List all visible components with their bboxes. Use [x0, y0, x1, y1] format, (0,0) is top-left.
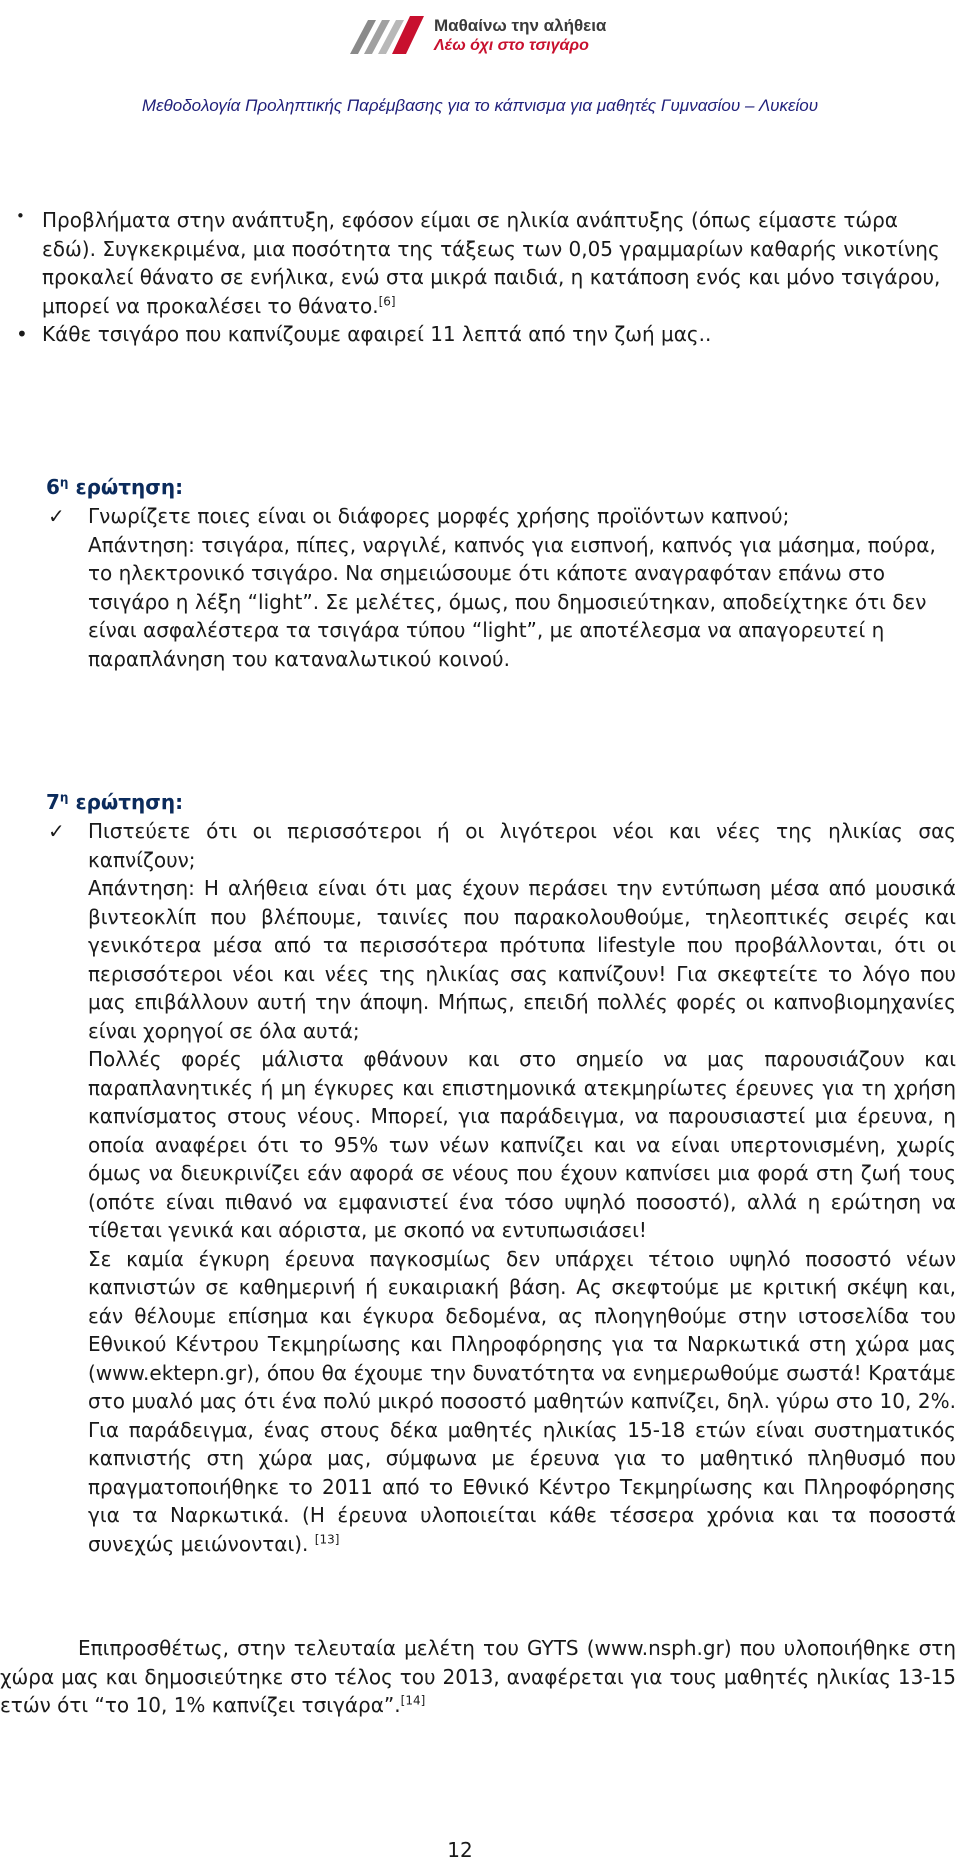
document-subtitle: Μεθοδολογία Προληπτικής Παρέμβασης για το κάπνισμα για μαθητές Γυμνασίου – Λυκείου [141, 96, 819, 115]
slanted-stripes-logo-icon [340, 12, 426, 56]
logo-line1: Μαθαίνω την αλήθεια [434, 16, 607, 35]
page-number: 12 [447, 1838, 473, 1862]
question-7-section [46, 787, 956, 1558]
reference-mark: [14] [400, 1693, 426, 1708]
logo-line2: Λέω όχι στο τσιγάρο [434, 37, 589, 54]
question-6-section [46, 472, 936, 673]
bullet-list [12, 206, 942, 349]
question-7-answer-p3: Σε καμία έγκυρη έρευνα παγκοσμίως δεν υπάρχει τέτοιο υψηλό ποσοστό νέων καπνιστών σε καθημερινή ή ευκαιριακή βάση. Ας σκεφτούμε με κριτική σκέψη και, εάν θέλουμε επίσημα και έγκυρα δεδομένα, ας πλοηγηθούμε στην ιστοσελίδα του Εθνικού Κέντρου Τεκμηρίωσης και Πληροφόρησης για τα Ναρκωτικά στη χώρα μας (www.ektepn.gr), όπου θα έχουμε την δυνατότητα να ενημερωθούμε σωστά! Κρατάμε στο μυαλό μας ότι ένα πολύ μικρό ποσοστό μαθητών καπνίζει, δηλ. γύρω στο 10, 2%. Για παράδειγμα, ένας στους δέκα μαθητές ηλικίας 15-18 ετών είναι συστηματικός καπνιστής στη χώρα μας, σύμφωνα με έρευνα για το μαθητικό πληθυσμό που πραγματοποιήθηκε το 2011 από το Εθνικό Κέντρο Τεκμηρίωσης και Πληροφόρησης για τα Ναρκωτικά. (Η έρευνα υλοποιείται κάθε τέσσερα χρόνια και τα ποσοστά συνεχώς μειώνονται). [13] [88, 1246, 956, 1556]
bullet-icon: • [16, 207, 25, 225]
closing-paragraph [0, 1634, 956, 1720]
logo-text [434, 16, 606, 56]
question-7-question: Πιστεύετε ότι οι περισσότεροι ή οι λιγότεροι νέοι και νέες της ηλικίας σας καπνίζουν; [88, 819, 956, 872]
bullet-icon: • [16, 322, 28, 346]
question-6-answer: Απάντηση: τσιγάρα, πίπες, ναργιλέ, καπνός για εισπνοή, καπνός για μάσημα, πούρα, το ηλεκτρονικό τσιγάρο. Να σημειώσουμε ότι κάποτε αναγραφόταν επάνω στο τσιγάρο η λέξη “light”. Σε μελέτες, όμως, που δημοσιεύτηκαν, αποδείχτηκε ότι δεν είναι ασφαλέστερα τα τσιγάρα τύπου “light”, με αποτέλεσμα να απαγορευτεί η παραπλάνηση του καταναλωτικού κοινού. [88, 532, 936, 671]
checkmark-icon: ✓ [48, 819, 65, 843]
question-7-answer-p1: Απάντηση: Η αλήθεια είναι ότι μας έχουν περάσει την εντύπωση μέσα από μουσικά βιντεοκλίπ που βλέπουμε, ταινίες που παρακολουθούμε, τηλεοπτικές σειρές και γενικότερα μέσα από τα περισσότερα πρότυπα lifestyle που προβάλλονται, ότι οι περισσότεροι νέοι και νέες της ηλικίας σας καπνίζουν! Για σκεφτείτε το λόγο που μας επιβάλλουν αυτή την άποψη. Μήπως, επειδή πολλές φορές οι καπνοβιομηχανίες είναι χορηγοί σε όλα αυτά; [88, 876, 956, 1043]
question-6-question: Γνωρίζετε ποιες είναι οι διάφορες μορφές χρήσης προϊόντων καπνού; [88, 504, 790, 528]
question-6-body [46, 502, 936, 673]
question-7-answer-p2: Πολλές φορές μάλιστα φθάνουν και στο σημείο να μας παρουσιάζουν και παραπλανητικές ή μη έγκυρες και επιστημονικά ατεκμηρίωτες έρευνες για τη χρήση καπνίσματος στους νέους. Μπορεί, για παράδειγμα, να παρουσιαστεί μια έρευνα, η οποία αναφέρει ότι το 95% των νέων καπνίζει και να είναι υπερτονισμένη, χωρίς όμως να διευκρινίζει εάν αφορά σε νέους που έχουν καπνίσει μια φορά στη ζωή τους (οπότε είναι πιθανό να εμφανιστεί ένα τόσο υψηλό ποσοστό), αλλά η ερώτηση να τίθεται γενικά και αόριστα, με σκοπό να εντυπωσιάσει! [88, 1047, 956, 1242]
question-7-title: $7^\eta$ ερώτηση: [46, 790, 184, 814]
header-logo [340, 8, 620, 60]
question-7-body [46, 817, 956, 1558]
bullet-text: Κάθε τσιγάρο που καπνίζουμε αφαιρεί 11 λεπτά από την ζωή μας.. [42, 322, 712, 346]
list-item [12, 320, 942, 349]
reference-mark: [6] [378, 293, 396, 308]
closing-text: Επιπροσθέτως, στην τελευταία μελέτη του GYTS (www.nsph.gr) που υλοποιήθηκε στη χώρα μας και δημοσιεύτηκε στο τέλος του 2013, αναφέρεται για τους μαθητές ηλικίας 13-15 ετών ότι “το 10, 1% καπνίζει τσιγάρα”. [0, 1636, 956, 1717]
question-6-title: $6^\eta$ ερώτηση: [46, 475, 184, 499]
reference-mark: [13] [314, 1531, 340, 1546]
checkmark-icon: ✓ [48, 504, 65, 528]
list-item [12, 206, 942, 320]
bullet-text: Προβλήματα στην ανάπτυξη, εφόσον είμαι σε ηλικία ανάπτυξης (όπως είμαστε τώρα εδώ). Συγκεκριμένα, μια ποσότητα της τάξεως των 0,05 γραμμαρίων καθαρής νικοτίνης προκαλεί θάνατο σε ενήλικα, ενώ στα μικρά παιδιά, η κατάποση ενός και μόνο τσιγάρου, μπορεί να προκαλέσει το θάνατο. [42, 208, 941, 318]
